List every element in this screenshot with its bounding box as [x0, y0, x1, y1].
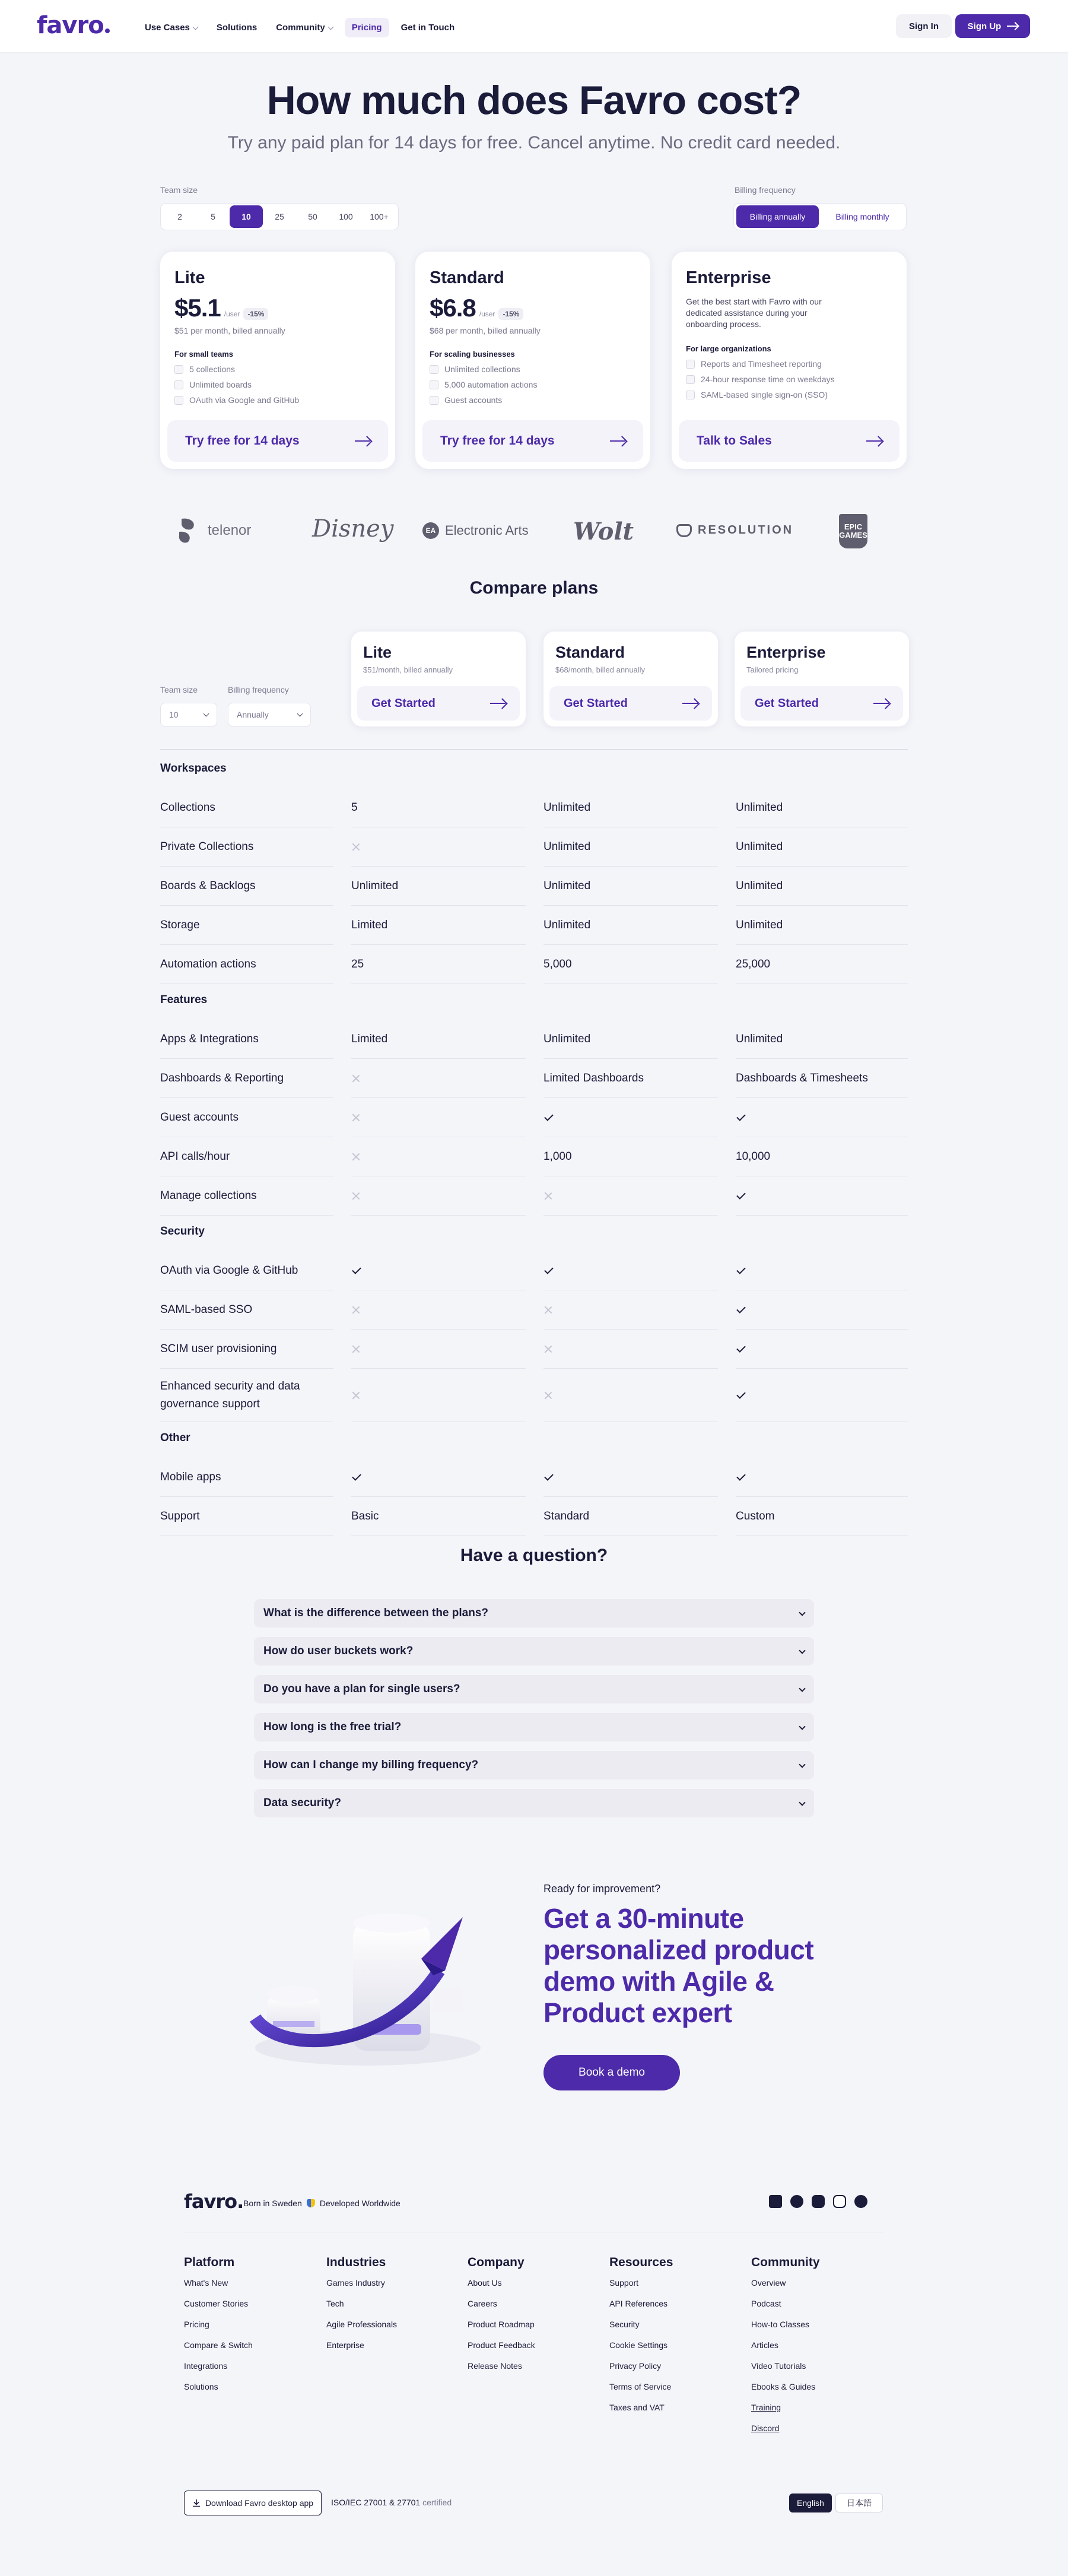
footer-column-title: Company — [468, 2255, 525, 2269]
download-icon — [192, 2499, 201, 2507]
talk-to-sales-button[interactable]: Talk to Sales — [679, 420, 899, 462]
compare-row — [160, 1020, 908, 1059]
value-cell: 25,000 — [736, 945, 908, 984]
electronic-arts-logo: EA Electronic Arts — [422, 522, 529, 539]
youtube-icon[interactable] — [812, 2195, 825, 2208]
footer-link[interactable]: Release Notes — [468, 2361, 522, 2371]
discount-badge: -15% — [498, 308, 523, 320]
arrow-right-icon — [1007, 26, 1018, 27]
wolt-logo: Wolt — [573, 518, 634, 545]
resolution-logo: RESOLUTION — [676, 524, 793, 537]
book-demo-button[interactable]: Book a demo — [543, 2055, 680, 2090]
checkbox-icon — [174, 380, 183, 389]
compare-row — [160, 1176, 908, 1216]
feature-label: Storage — [160, 906, 333, 945]
price-unit: /user — [479, 310, 495, 318]
footer-link[interactable]: Tech — [326, 2299, 344, 2308]
compare-divider — [160, 749, 908, 750]
cross-icon — [351, 1305, 361, 1315]
nav-get-in-touch[interactable]: Get in Touch — [401, 23, 455, 33]
included-cell — [543, 1251, 718, 1290]
chevron-down-icon — [799, 1723, 805, 1730]
compare-section-title: Security — [160, 1225, 205, 1238]
included-cell — [736, 1369, 908, 1422]
footer-link[interactable]: Privacy Policy — [609, 2361, 662, 2371]
site-header — [0, 0, 1068, 52]
check-icon — [736, 1112, 746, 1121]
checkbox-icon — [430, 380, 438, 389]
not-included-cell — [351, 827, 526, 867]
social-links — [769, 2195, 867, 2208]
customer-logos — [0, 505, 1068, 558]
footer-link[interactable]: What's New — [184, 2278, 228, 2288]
arrow-right-icon — [866, 440, 882, 442]
compare-card-standard — [543, 632, 718, 727]
check-icon — [544, 1112, 554, 1121]
footer-link[interactable]: Ebooks & Guides — [751, 2382, 816, 2391]
facebook-icon[interactable] — [790, 2195, 803, 2208]
chevron-down-icon — [799, 1685, 805, 1692]
faq-title: Have a question? — [460, 1546, 608, 1565]
team-size-selector — [160, 203, 399, 230]
footer-link[interactable]: Cookie Settings — [609, 2340, 668, 2350]
included-cell — [351, 1251, 526, 1290]
billing-frequency-label: Billing frequency — [735, 185, 796, 195]
feature-label: SAML-based SSO — [160, 1290, 333, 1330]
chevron-down-icon — [799, 1761, 805, 1768]
value-cell: Standard — [543, 1497, 718, 1536]
compare-row — [160, 1458, 908, 1497]
footer-link[interactable]: About Us — [468, 2278, 502, 2288]
footer-link[interactable]: API References — [609, 2299, 668, 2308]
demo-title: Get a 30-minute personalized product demo with Agile & Product expert — [543, 1903, 814, 2028]
billing-frequency-selector — [733, 203, 907, 230]
compare-row — [160, 945, 908, 984]
chevron-down-icon — [799, 1647, 805, 1654]
footer-link[interactable]: Support — [609, 2278, 639, 2288]
plan-name: Enterprise — [686, 268, 771, 287]
value-cell: Limited Dashboards — [543, 1059, 718, 1098]
cross-icon — [351, 842, 361, 852]
compare-plan-name: Lite — [363, 643, 392, 661]
compare-row — [160, 1369, 908, 1422]
included-cell — [736, 1330, 908, 1369]
favro-logo[interactable]: favro — [37, 12, 110, 39]
telenor-mark-icon — [176, 516, 202, 545]
footer-link[interactable]: How-to Classes — [751, 2320, 810, 2329]
check-icon — [544, 1471, 554, 1481]
feature-label: Private Collections — [160, 827, 333, 867]
demo-illustration — [243, 1899, 510, 2077]
checkbox-icon — [686, 360, 695, 369]
faq-item[interactable]: How can I change my billing frequency? — [254, 1751, 814, 1779]
billed-text: $51 per month, billed annually — [174, 326, 285, 335]
arrow-right-icon — [682, 703, 698, 704]
compare-row — [160, 867, 908, 906]
feature-label: Automation actions — [160, 945, 333, 984]
nav-pricing[interactable]: Pricing — [345, 18, 389, 37]
footer-column-title: Community — [751, 2255, 820, 2269]
language-japanese-button[interactable]: 日本語 — [835, 2493, 883, 2512]
feature-label: Collections — [160, 788, 333, 827]
billed-text: $68 per month, billed annually — [430, 326, 541, 335]
footer-column-title: Platform — [184, 2255, 235, 2269]
audience-label: For large organizations — [686, 344, 771, 353]
footer-column — [751, 2255, 820, 2444]
footer-link[interactable]: Discord — [751, 2423, 780, 2433]
feature-label: SCIM user provisioning — [160, 1330, 333, 1369]
feature-label: Mobile apps — [160, 1458, 333, 1497]
compare-section-title: Workspaces — [160, 762, 227, 775]
compare-row — [160, 1497, 908, 1536]
cross-icon — [351, 1113, 361, 1122]
main-nav — [138, 18, 462, 37]
value-cell: Dashboards & Timesheets — [736, 1059, 908, 1098]
value-cell: 1,000 — [543, 1137, 718, 1176]
feature-label: Dashboards & Reporting — [160, 1059, 333, 1098]
team-size-option[interactable]: 50 — [308, 212, 317, 221]
chevron-down-icon — [204, 711, 209, 717]
not-included-cell — [351, 1369, 526, 1422]
feature-item: 5 collections — [174, 364, 381, 374]
cross-icon — [351, 1191, 361, 1201]
arrow-right-icon — [610, 440, 625, 442]
compare-title: Compare plans — [469, 578, 599, 598]
feature-label: Enhanced security and data governance support — [160, 1369, 333, 1422]
page-title: How much does Favro cost? — [266, 78, 802, 123]
value-cell: Unlimited — [736, 867, 908, 906]
not-included-cell — [543, 1330, 718, 1369]
not-included-cell — [351, 1176, 526, 1216]
get-started-button[interactable]: Get Started — [740, 686, 903, 721]
billing-monthly-option[interactable]: Billing monthly — [835, 212, 889, 221]
footer-link[interactable]: Security — [609, 2320, 640, 2329]
team-size-option[interactable]: 100 — [339, 212, 353, 221]
value-cell: Unlimited — [543, 906, 718, 945]
included-cell — [736, 1251, 908, 1290]
compare-row — [160, 827, 908, 867]
not-included-cell — [351, 1137, 526, 1176]
plan-card-enterprise — [672, 252, 907, 469]
compare-plan-price: $51/month, billed annually — [363, 665, 453, 674]
check-icon — [736, 1343, 746, 1353]
discord-icon[interactable] — [854, 2195, 867, 2208]
footer-link[interactable]: Careers — [468, 2299, 497, 2308]
check-icon — [736, 1190, 746, 1200]
footer-link[interactable]: Customer Stories — [184, 2299, 249, 2308]
audience-label: For scaling businesses — [430, 350, 515, 359]
feature-item: OAuth via Google and GitHub — [174, 395, 381, 405]
cross-icon — [351, 1344, 361, 1354]
check-icon — [736, 1471, 746, 1481]
feature-label: Boards & Backlogs — [160, 867, 333, 906]
team-size-option[interactable]: 5 — [211, 212, 215, 221]
footer-link[interactable]: Terms of Service — [609, 2382, 672, 2391]
not-included-cell — [351, 1330, 526, 1369]
compare-team-size-label: Team size — [160, 685, 198, 694]
discount-badge: -15% — [243, 308, 268, 320]
telenor-logo: telenor — [176, 516, 251, 545]
check-icon — [352, 1265, 361, 1274]
value-cell: Basic — [351, 1497, 526, 1536]
value-cell: 25 — [351, 945, 526, 984]
included-cell — [736, 1176, 908, 1216]
checkbox-icon — [430, 365, 438, 374]
value-cell: Unlimited — [736, 906, 908, 945]
not-included-cell — [543, 1290, 718, 1330]
footer-link[interactable]: Product Roadmap — [468, 2320, 535, 2329]
feature-label: Support — [160, 1497, 333, 1536]
footer-link[interactable]: Compare & Switch — [184, 2340, 253, 2350]
iso-certification: ISO/IEC 27001 & 27701 certified — [331, 2498, 452, 2507]
plan-price: $6.8 — [430, 294, 476, 322]
sign-up-button[interactable]: Sign Up — [955, 14, 1030, 38]
included-cell — [351, 1458, 526, 1497]
compare-row — [160, 1330, 908, 1369]
compare-row — [160, 1251, 908, 1290]
plan-name: Lite — [174, 268, 205, 287]
feature-label: Guest accounts — [160, 1098, 333, 1137]
footer-column — [326, 2255, 397, 2361]
compare-section-title: Features — [160, 994, 208, 1006]
footer-logo[interactable]: favro. — [184, 2190, 244, 2213]
audience-label: For small teams — [174, 350, 233, 359]
feature-item: Reports and Timesheet reporting — [686, 359, 892, 369]
nav-community[interactable]: Community — [269, 18, 340, 37]
arrow-right-icon — [490, 703, 506, 704]
feature-item: 24-hour response time on weekdays — [686, 375, 892, 384]
footer-column — [609, 2255, 673, 2423]
chevron-down-icon — [328, 24, 333, 30]
plan-description: Get the best start with Favro with our dedicated assistance during your onboarding process. — [686, 297, 822, 329]
faq-item[interactable]: What is the difference between the plans? — [254, 1599, 814, 1628]
compare-plan-price: Tailored pricing — [746, 665, 799, 674]
compare-row — [160, 1290, 908, 1330]
chevron-down-icon — [799, 1799, 805, 1806]
language-english-button[interactable]: English — [789, 2493, 832, 2512]
footer-link[interactable]: Games Industry — [326, 2278, 385, 2288]
cross-icon — [351, 1152, 361, 1162]
plan-name: Standard — [430, 268, 504, 287]
footer-link[interactable]: Solutions — [184, 2382, 218, 2391]
footer-column-title: Resources — [609, 2255, 673, 2269]
checkbox-icon — [174, 396, 183, 405]
footer-link[interactable]: Articles — [751, 2340, 778, 2350]
cross-icon — [351, 1391, 361, 1400]
not-included-cell — [351, 1098, 526, 1137]
value-cell: Unlimited — [736, 788, 908, 827]
compare-row — [160, 1059, 908, 1098]
plan-card-lite — [160, 252, 395, 469]
team-size-label: Team size — [160, 185, 198, 195]
footer-link[interactable]: Agile Professionals — [326, 2320, 398, 2329]
faq-item[interactable]: Data security? — [254, 1789, 814, 1817]
chevron-down-icon — [799, 1609, 805, 1616]
compare-row — [160, 788, 908, 827]
value-cell: Unlimited — [543, 827, 718, 867]
cross-icon — [543, 1191, 553, 1201]
price-row — [174, 294, 381, 322]
included-cell — [736, 1458, 908, 1497]
faq-item[interactable]: Do you have a plan for single users? — [254, 1675, 814, 1703]
nav-solutions[interactable]: Solutions — [216, 23, 258, 33]
sweden-heart-icon — [307, 2199, 315, 2207]
value-cell: Custom — [736, 1497, 908, 1536]
epic-games-logo: EPIC GAMES — [839, 514, 867, 548]
check-icon — [736, 1389, 746, 1399]
footer-link[interactable]: Integrations — [184, 2361, 228, 2371]
cross-icon — [543, 1344, 553, 1354]
feature-label: OAuth via Google & GitHub — [160, 1251, 333, 1290]
feature-item: Guest accounts — [430, 395, 636, 405]
faq-item[interactable]: How do user buckets work? — [254, 1637, 814, 1665]
cross-icon — [351, 1074, 361, 1083]
checkbox-icon — [686, 391, 695, 399]
footer-link[interactable]: Overview — [751, 2278, 786, 2288]
cross-icon — [543, 1391, 553, 1400]
feature-label: Apps & Integrations — [160, 1020, 333, 1059]
included-cell — [736, 1098, 908, 1137]
resolution-mark-icon — [676, 524, 692, 537]
value-cell: Unlimited — [543, 1020, 718, 1059]
download-desktop-app-button[interactable]: Download Favro desktop app — [184, 2491, 322, 2515]
compare-row — [160, 1098, 908, 1137]
arrow-right-icon — [355, 440, 370, 442]
feature-label: Manage collections — [160, 1176, 333, 1216]
feature-item: Unlimited boards — [174, 380, 381, 389]
compare-plan-name: Standard — [555, 643, 625, 661]
team-size-dropdown[interactable]: 10 — [160, 703, 217, 727]
not-included-cell — [351, 1290, 526, 1330]
price-row — [430, 294, 636, 322]
checkbox-icon — [430, 396, 438, 405]
value-cell: 5,000 — [543, 945, 718, 984]
plan-card-standard — [415, 252, 650, 469]
included-cell — [543, 1098, 718, 1137]
check-icon — [352, 1471, 361, 1481]
not-included-cell — [351, 1059, 526, 1098]
footer-column-title: Industries — [326, 2255, 386, 2269]
footer-link[interactable]: Video Tutorials — [751, 2361, 806, 2371]
not-included-cell — [543, 1369, 718, 1422]
billing-annually-option[interactable]: Billing annually — [736, 205, 819, 228]
included-cell — [543, 1458, 718, 1497]
footer-link[interactable]: Podcast — [751, 2299, 781, 2308]
value-cell: Limited — [351, 906, 526, 945]
feature-item: 5,000 automation actions — [430, 380, 636, 389]
value-cell: Unlimited — [736, 827, 908, 867]
footer-column — [184, 2255, 253, 2403]
ea-mark-icon: EA — [422, 522, 439, 539]
footer-link[interactable]: Training — [751, 2403, 781, 2412]
try-free-button[interactable]: Try free for 14 days — [167, 420, 388, 462]
billing-frequency-dropdown[interactable]: Annually — [228, 703, 311, 727]
check-icon — [736, 1304, 746, 1314]
nav-use-cases[interactable]: Use Cases — [138, 18, 205, 37]
disney-logo: Disney — [312, 515, 394, 543]
page-subtitle: Try any paid plan for 14 days for free. Cancel anytime. No credit card needed. — [227, 133, 841, 153]
value-cell: 5 — [351, 788, 526, 827]
team-size-option[interactable]: 2 — [177, 212, 182, 221]
logo-dot — [105, 28, 110, 33]
compare-plan-name: Enterprise — [746, 643, 826, 661]
instagram-icon[interactable] — [833, 2195, 846, 2208]
value-cell: 10,000 — [736, 1137, 908, 1176]
compare-card-enterprise — [735, 632, 909, 727]
check-icon — [544, 1265, 554, 1274]
value-cell: Unlimited — [543, 867, 718, 906]
price-unit: /user — [224, 310, 240, 318]
value-cell: Limited — [351, 1020, 526, 1059]
value-cell: Unlimited — [543, 788, 718, 827]
compare-billing-label: Billing frequency — [228, 685, 289, 694]
chevron-down-icon — [297, 711, 303, 717]
not-included-cell — [543, 1176, 718, 1216]
plan-price: $5.1 — [174, 294, 221, 322]
feature-item: SAML-based single sign-on (SSO) — [686, 390, 892, 399]
compare-section-title: Other — [160, 1432, 190, 1444]
feature-item: Unlimited collections — [430, 364, 636, 374]
checkbox-icon — [174, 365, 183, 374]
compare-row — [160, 1137, 908, 1176]
value-cell: Unlimited — [351, 867, 526, 906]
demo-kicker: Ready for improvement? — [543, 1883, 661, 1895]
compare-plan-price: $68/month, billed annually — [555, 665, 646, 674]
linkedin-icon[interactable] — [769, 2195, 782, 2208]
check-icon — [736, 1265, 746, 1274]
compare-card-lite — [351, 632, 526, 727]
compare-row — [160, 906, 908, 945]
arrow-right-icon — [873, 703, 889, 704]
cross-icon — [543, 1305, 553, 1315]
team-size-option[interactable]: 25 — [275, 212, 284, 221]
value-cell: Unlimited — [736, 1020, 908, 1059]
footer-link[interactable]: Enterprise — [326, 2340, 364, 2350]
team-size-option-selected[interactable]: 10 — [230, 205, 263, 228]
sign-in-button[interactable]: Sign In — [896, 14, 952, 38]
checkbox-icon — [686, 375, 695, 384]
footer-column — [468, 2255, 535, 2382]
get-started-button[interactable]: Get Started — [357, 686, 520, 721]
chevron-down-icon — [192, 24, 198, 30]
faq-item[interactable]: How long is the free trial? — [254, 1713, 814, 1741]
included-cell — [736, 1290, 908, 1330]
feature-label: API calls/hour — [160, 1137, 333, 1176]
get-started-button[interactable]: Get Started — [549, 686, 712, 721]
footer-tagline: Born in Sweden Developed Worldwide — [243, 2199, 401, 2208]
footer-link[interactable]: Pricing — [184, 2320, 209, 2329]
try-free-button[interactable]: Try free for 14 days — [422, 420, 643, 462]
team-size-option[interactable]: 100+ — [370, 212, 389, 221]
footer-link[interactable]: Product Feedback — [468, 2340, 535, 2350]
footer-link[interactable]: Taxes and VAT — [609, 2403, 665, 2412]
